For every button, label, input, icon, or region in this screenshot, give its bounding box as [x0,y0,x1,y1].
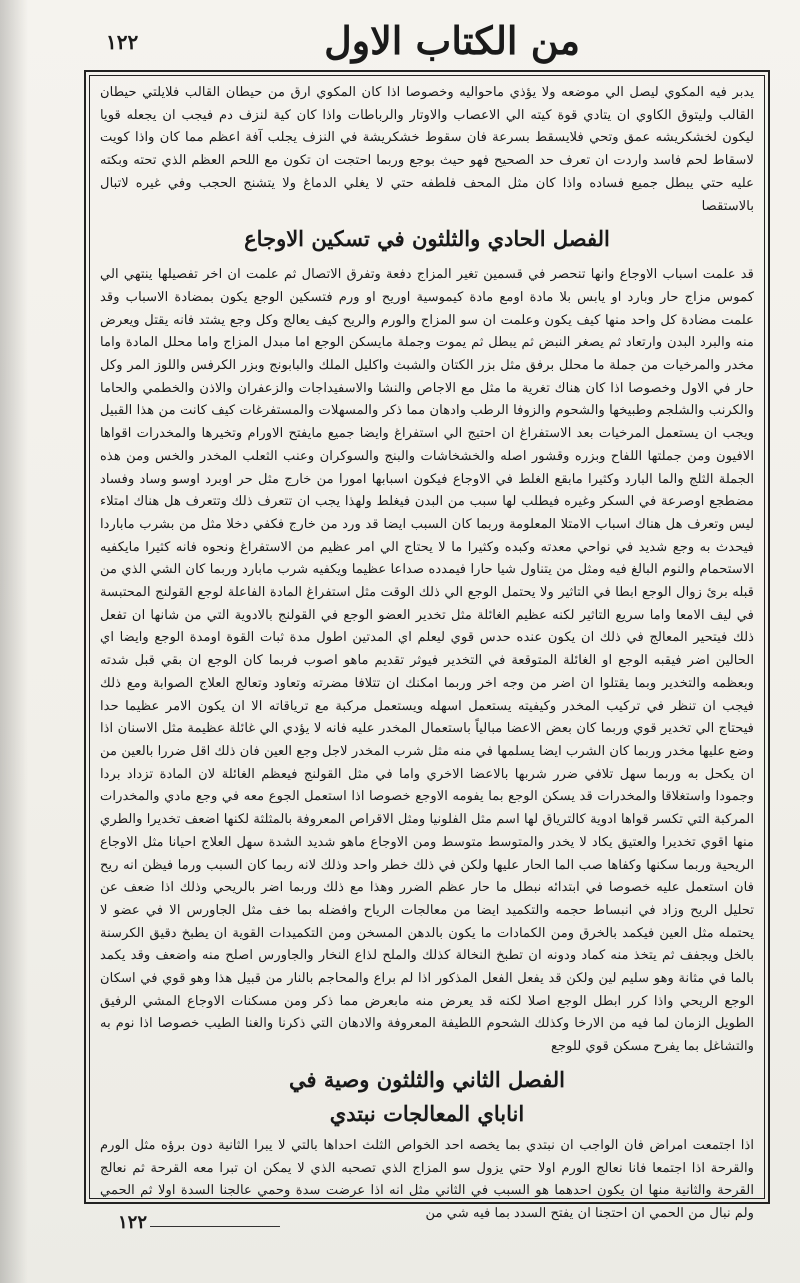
page-number: ١٢٢ [106,30,139,54]
signature-mark: ١٢٢ [118,1212,148,1233]
chapter-heading-32-line2: اناباي المعالجات نبتدي [329,1100,525,1126]
text-frame [84,70,770,1221]
chapter-heading-32-line1: الفصل الثاني والثلثون وصية في [289,1066,565,1092]
spine-shadow [0,0,28,1283]
running-title: من الكتاب الاول [324,18,580,63]
paragraph-main: قد علمت اسباب الاوجاع وانها تنحصر في قسمين تغير المزاج دفعة وتفرق الاتصال ثم علمت ان اخر تفصيلها ينتهي الي كموس مزاج حار وبارد او يابس بلا مادة اومع مادة كيموسية اوريح او ورم فتسكين الوجع يكون بمضادة الاسباب وقد علمت مضادة كل واحد منها كيف يكون وعلمت ان سو المزاج والورم والريح كيف يعالج وكل وجع يشتد فانه يقتل ويعرض منه والبرد البدن وارتعاد ثم يصغر النبض ثم يبطل ثم يموت وجملة مايسكن الوجع اما مبدل المزاج واما محلل المادة واما مخدر والمرخيات من جملة ما محلل برفق مثل بزر الكتان والشبث واكليل الملك والبابونج وبزر الكرفس واللوز المر وكل حار في الاول وخصوصا اذا كان هناك تغرية ما مثل مع الاجاص والنشا والاسفيداجات والزعفران والاذن والخطمي والحاما والكرنب والشلجم وطبيخها والشحوم والزوفا الرطب وادهان مما ذكر والمسهلات والمستفرغات كيف كانت من هذا القبيل ويجب ان يستعمل المرخيات بعد الاستفراغ ان احتيج الي استفراغ وايضا جميع مايفتح الاورام وتخيرها والمخدرات اقواها الافيون ومن جملتها اللفاح وبزره وقشور اصله والخشخاشات والبنج والسوكران وعنب الثعلب المخدر والخس ومن هذه الجملة الثلج والما البارد وكثيرا مابقع الغلط في الاوجاع فيكون اسبابها امورا من خارج مثل حر اوبرد اوسو وساد وفساد مضطجع اوصرعة في السكر وغيره فيطلب لها سبب من البدن فيغلط ولهذا يجب ان تتعرف ذلك وتتعرف هل هناك امتلاء ليس وتعرف هل هناك اسباب الامتلا المعلومة وربما كان السبب ايضا قد ورد من خارج فكفي دخلا مثل من بشرب ماباردا فيحدث به وجع شديد في نواحي معدته وكبده وكثيرا ما لا يحتاج الي امر عظيم من الاستفراغ ونحوه فانه كثيرا مايكفيه الاستحمام والنوم البالغ فيه ومثل من يتناول شيا حارا فيمدده صداعا عظيما ويكفيه شرب مابارد وربما كان الشي الذي من قبله برئ زوال الوجع ابطا في التاثير ولا يحتمل الوجع الي ذلك الوقت مثل استفراغ المادة الفاعلة لوجع القولنج المحتبسة في ليف الامعا واما سريع التاثير لكنه عظيم الغائلة مثل تخدير العضو الوجع في القولنج بالادوية التي من شانها ان تفعل ذلك فيتحير المعالج في ذلك ان يكون عنده حدس قوي ليعلم اي المدتين اطول مدة ثبات القوة اومدة الوجع وايضا اي الحالين اضر فيقبه الوجع او الغائلة المتوقعة في التخدير فيوثر تقديم ماهو اصوب فربما كان الوجع ان بقي قبل شدته وبعظمه والتخدير وبما يقتلوا ان اضر من وجه اخر وربما امكنك ان تتلافا مضرته وتعاود وتعالج العلاج الصوابة ومع ذلك فيجب ان تنظر في تركيب المخدر وكيفيته يستعمل اسهله ويستعمل مركبة مع ترياقاته الا ان يكون الامر عظيما حدا فيحتاج الي تخدير قوي وربما كان بعض الاعضا مبالياً باستعمال المخدر عليه فانه لا يؤدي الي غائلة عظيمة مثل الاسنان اذا وضع عليها مخدر وربما كان الشرب ايضا يسلمها في منه مثل شرب المخدر لاجل وجع العين فان ذلك اقل ضررا بالعين من ان يكحل به وربما سهل تلافي ضرر شربها بالاعضا الاخري واما في مثل القولنج فيعظم الغائلة لان المادة تزداد بردا وجمودا واستغلاقا والمخدرات قد يسكن الوجع بما يفومه الاوجع خصوصا اذا استعمل الجوع معه في وجع مادي والمخدرات المركبة التي تكسر قواها ادوية كالترياق لها اسم مثل الفلونيا ومثل الاقراص المعروفة بالمثلثة لكنها اضعف تخديرا والطري منها اقوي تخديرا والعتيق يكاد لا يخدر والمتوسط متوسط ومن الاوجاع ماهو شديد الشدة سهل العلاج احيانا مثل الاوجاع الريحية وربما سكنها وكفاها صب الما الحار عليها ولكن في ذلك خطر واحد وذلك لانه ربما كان السبب ورما فيظن انه ريح فان استعمل عليه خصوصا في ابتدائه نبطل ما حار عظم الضرر وهذا مع ذلك وربما اضر بالريحي وذلك اذا ضعف عن تحليل الريح وزاد في انبساط حجمه والتكميد ايضا من معالجات الرياح وافضله بما خف مثل الجاورس الا في عضو لا يحتمله مثل العين فيكمد بالخرق ومن الكمادات ما يكون بالدهن المسخن ومن التكميدات القوية ان يطبخ دقيق الكرسنة بالخل ويجفف ثم يتخذ منه كماد ودونه ان تطبخ النخالة كذلك والملح لذاع النخار والجاورس اصلح منه واضعف وقد يكمد بالما في مثانة وهو سليم لين ولكن قد يفعل الفعل المذكور اذا لم براع والمحاجم بالنار من قبيل هذا وهو قوي في اسكان الوجع الريحي واذا كرر ابطل الوجع اصلا لكنه قد يعرض منه مابعرض مما ذكر ومن مسكنات الاوجاع المشي الرفيق الطويل الزمان لما فيه من الارخا وكذلك الشحوم اللطيفة المعروفة والادهان التي ذكرنا والغنا الطيب خصوصا اذا نوم به والتشاغل بما يفرح مسكن قوي للوجع [100,267,754,1055]
text-block [100,82,754,1221]
chapter-heading-31: الفصل الحادي والثلثون في تسكين الاوجاع [244,226,610,252]
footer-rule [150,1226,280,1227]
page-header [80,18,760,78]
paragraph-last: اذا اجتمعت امراض فان الواجب ان نبتدي بما يخصه احد الخواص الثلث احداها بالتي لا يبرا الثانية دون برؤه مثل الورم والقرحة اذا اجتمعا فانا نعالج الورم اولا حتي يزول سو المزاج الذي تصحبه الذي لا يمكن ان تبرا معه القرحة ثم نعالج القرحة والثانية منها ان يكون احدهما هو السبب في الثاني مثل انه اذا عرضت سدة وحمي عالجنا السدة اولا ثم الحمي ولم نبال من الحمي ان احتجنا ان يفتح السدد بما فيه شي من [100,1137,754,1221]
paragraph-intro: يدبر فيه المكوي ليصل الي موضعه ولا يؤذي ماحواليه وخصوصا اذا كان المكوي ارق من حيطان القالب فلايلتي حيطان القالب وليتوق الكاوي ان يتادي قوة كيته الي الاعصاب والاوتار والرباطات واذا كان كية لنزف دم فيجب ان يجعله قويا ليكون لخشكريشه عمق وتحي فلايسقط بسرعة فان سقوط خشكريشة في النزف يجلب آفة اعظم مما كان واذا كويت لاسقاط لحم فاسد واردت ان تعرف حد الصحيح فهو حيث بوجع وربما احتجت ان تكون مع اللحم العظم الذي تحته وبكته عليه حتي يبطل جميع فساده واذا كان مثل المحف فلطفه حتي لا يغلي الدماغ ولا يتشنج الحجب وفي غيره لاتبال بالاستقصا [100,85,754,214]
